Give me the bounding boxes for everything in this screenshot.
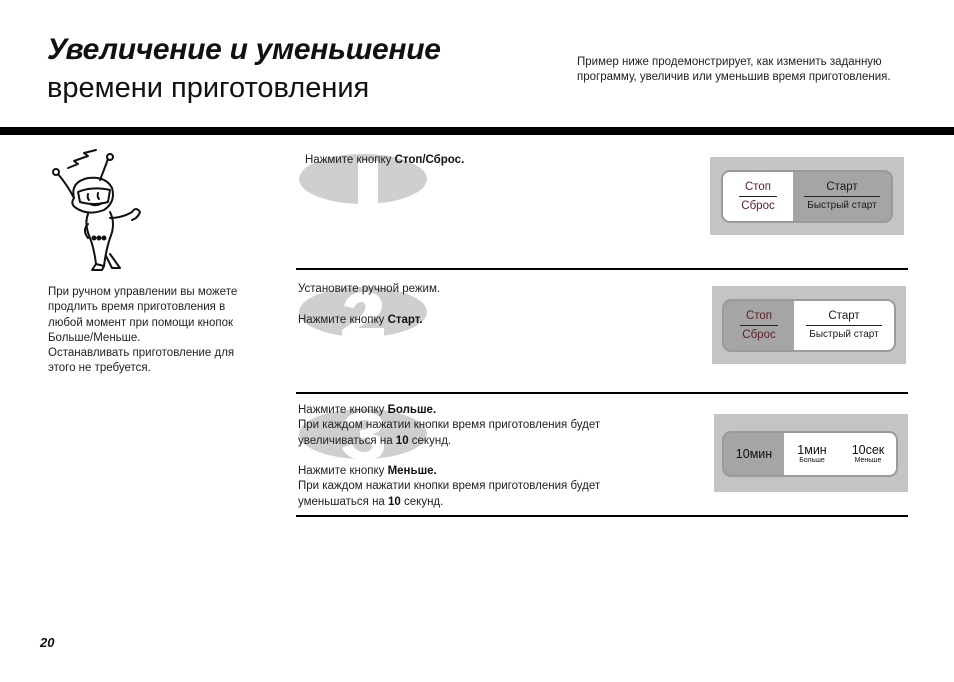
- page-number: 20: [40, 635, 55, 650]
- instruction-less-detail: уменьшаться на 10 секунд.: [298, 495, 444, 508]
- header-divider: [0, 127, 954, 135]
- step-2-instruction-mode: Установите ручной режим.: [298, 283, 441, 295]
- step-divider: [296, 268, 908, 270]
- note-line: любой момент при помощи кнопок: [48, 316, 234, 329]
- instruction-less: Нажмите кнопку Меньше.: [298, 465, 437, 478]
- step-3-instructions: [298, 403, 600, 510]
- note-line: Останавливать приготовление для: [48, 347, 235, 360]
- page-title: Увеличение и уменьшение: [47, 33, 441, 66]
- mascot-illustration-icon: [44, 146, 154, 276]
- page-subtitle: времени приготовления: [47, 72, 370, 104]
- note-line: Больше/Меньше.: [48, 331, 141, 344]
- step-1-control-panel: [710, 157, 904, 235]
- step-1-instruction: Нажмите кнопку Стоп/Сброс.: [305, 154, 465, 166]
- instruction-more-detail: При каждом нажатии кнопки время приготовления будет: [298, 419, 601, 432]
- instruction-less-detail: При каждом нажатии кнопки время приготовления будет: [298, 480, 601, 493]
- step-divider: [296, 515, 908, 517]
- instruction-more-detail: увеличиваться на 10 секунд.: [298, 434, 452, 447]
- instruction-more: Нажмите кнопку Больше.: [298, 404, 437, 416]
- step-divider: [296, 392, 908, 394]
- ten-minutes-button[interactable]: 10мин: [724, 433, 784, 475]
- stop-reset-button[interactable]: Стоп Сброс: [723, 172, 793, 221]
- step-3-control-panel: [714, 414, 908, 492]
- manual-mode-note: [48, 285, 278, 377]
- stop-reset-button[interactable]: Стоп Сброс: [724, 301, 794, 350]
- note-line: продлить время приготовления в: [48, 301, 226, 314]
- start-quickstart-button[interactable]: Старт Быстрый старт: [794, 301, 894, 350]
- start-quickstart-button[interactable]: Старт Быстрый старт: [793, 172, 891, 221]
- intro-text: Пример ниже продемонстрирует, как изменить заданную программу, увеличив или уменьшив время приготовления.: [577, 56, 891, 83]
- ten-seconds-less-button[interactable]: 10сек Меньше: [840, 433, 896, 475]
- note-line: При ручном управлении вы можете: [48, 286, 238, 298]
- one-minute-more-button[interactable]: 1мин Больше: [784, 433, 840, 475]
- step-2-instruction-start: Нажмите кнопку Старт.: [298, 314, 423, 326]
- step-2-control-panel: [712, 286, 906, 364]
- note-line: этого не требуется.: [48, 362, 151, 375]
